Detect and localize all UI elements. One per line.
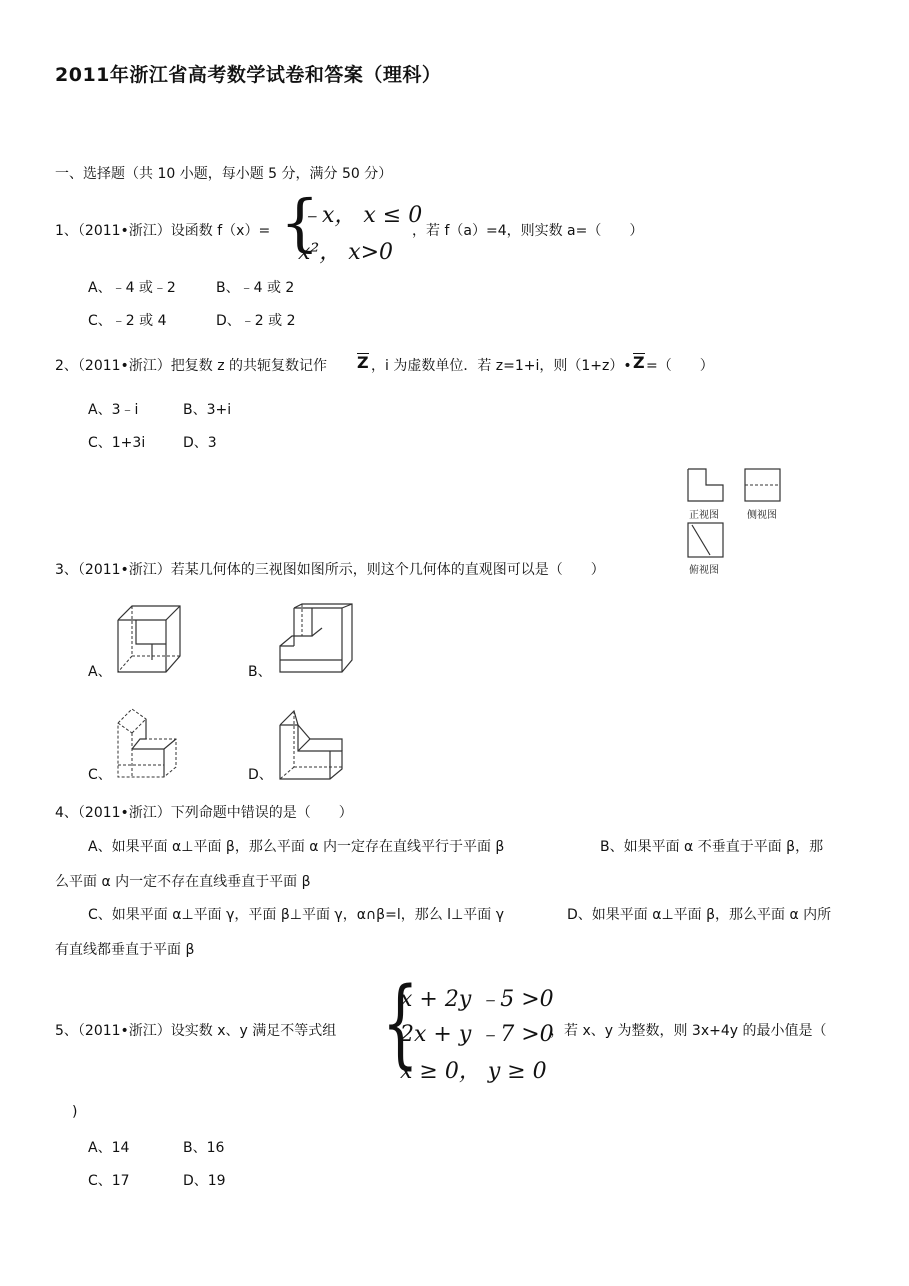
q2-option-d: D、3 [183,435,217,451]
front-view-label: 正视图 [689,510,719,521]
q3-option-b: B、 [248,664,272,680]
q2-option-b: B、3+i [183,402,232,418]
q2-zbar: Z [357,353,369,372]
front-view-figure [686,467,726,503]
q5-brace: { [382,967,419,1079]
q5-option-b: B、16 [183,1140,225,1156]
q1-case-1: ﹣x， x ≤ 0 [300,203,423,228]
q5-inequality-2: 2x + y ﹣7 >0 [400,1022,554,1047]
top-view-label: 俯视图 [689,565,719,576]
q4-option-c: C、如果平面 α⊥平面 γ，平面 β⊥平面 γ，α∩β=l，那么 l⊥平面 γ [88,907,504,923]
side-view-label: 侧视图 [747,510,777,521]
q3-option-c: C、 [88,767,112,783]
q1-case-2: x²， x>0 [298,240,394,265]
q2-zbar-2: Z [633,353,645,372]
q2-suffix: =（ ） [646,358,714,374]
q3-figure-c [110,705,190,785]
q5-inequality-1: x + 2y ﹣5 >0 [400,987,554,1012]
q1-option-b: B、﹣4 或 2 [216,280,295,296]
q1-option-d: D、﹣2 或 2 [216,313,296,329]
side-view-figure [743,467,783,503]
q1-brace: { [280,186,320,259]
q1-suffix: ，若 f（a）=4，则实数 a=（ ） [412,223,644,239]
q5-close-paren: ) [72,1104,78,1120]
q1-prefix: 1、（2011•浙江）设函数 f（x）= [55,223,271,239]
q2-mid: ，i 为虚数单位．若 z=1+i，则（1+z）• [371,358,632,374]
q2-prefix: 2、（2011•浙江）把复数 z 的共轭复数记作 [55,358,328,374]
section-heading: 一、选择题（共 10 小题，每小题 5 分，满分 50 分） [55,166,393,182]
q2-option-c: C、1+3i [88,435,146,451]
q3-figure-a [110,600,190,680]
q4-option-b-line1: B、如果平面 α 不垂直于平面 β，那 [600,839,824,855]
q5-option-a: A、14 [88,1140,130,1156]
q5-option-d: D、19 [183,1173,226,1189]
q5-inequality-3: x ≥ 0， y ≥ 0 [400,1059,547,1084]
q1-option-a: A、﹣4 或﹣2 [88,280,176,296]
q1-option-c: C、﹣2 或 4 [88,313,167,329]
q3-text: 3、（2011•浙江）若某几何体的三视图如图所示，则这个几何体的直观图可以是（ ） [55,562,605,578]
q4-option-d-line1: D、如果平面 α⊥平面 β，那么平面 α 内所 [567,907,832,923]
page-title: 2011年浙江省高考数学试卷和答案（理科） [55,64,442,86]
q2-option-a: A、3﹣i [88,402,139,418]
q3-option-d: D、 [248,767,273,783]
q5-prefix: 5、（2011•浙江）设实数 x、y 满足不等式组 [55,1023,337,1039]
q3-figure-d [272,705,352,785]
q4-option-a: A、如果平面 α⊥平面 β，那么平面 α 内一定存在直线平行于平面 β [88,839,505,855]
q5-suffix: ，若 x、y 为整数，则 3x+4y 的最小值是（ [550,1023,827,1039]
q4-option-b-line2: 么平面 α 内一定不存在直线垂直于平面 β [55,874,311,890]
q3-figure-b [272,600,362,680]
q5-option-c: C、17 [88,1173,130,1189]
q4-text: 4、（2011•浙江）下列命题中错误的是（ ） [55,805,353,821]
top-view-figure [686,521,726,559]
q4-option-d-line2: 有直线都垂直于平面 β [55,942,195,958]
q3-option-a: A、 [88,664,112,680]
